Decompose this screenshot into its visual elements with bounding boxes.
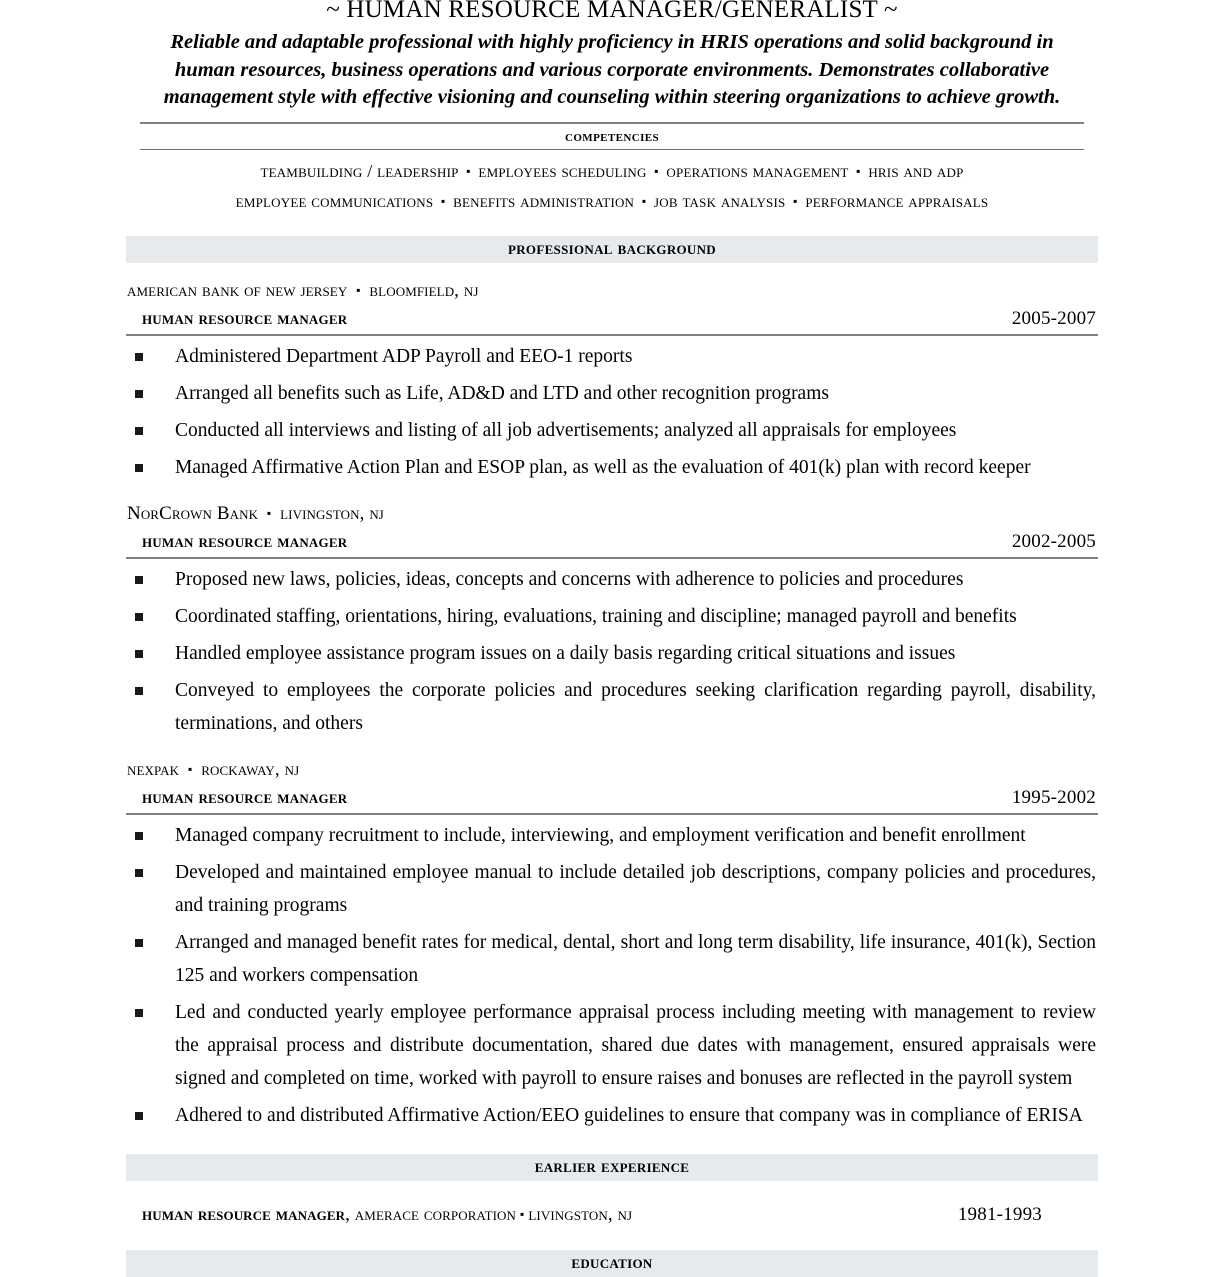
competencies-line-2 [126,186,1098,216]
employer-location: rockaway, nj [201,758,300,780]
list-item: Adhered to and distributed Affirmative Action/EEO guidelines to ensure that company was in compliance of ERISA [135,1095,1098,1132]
section-heading-professional-background: professional background [126,236,1098,263]
page-title: ~ HUMAN RESOURCE MANAGER/GENERALIST ~ [326,0,898,23]
list-item: Proposed new laws, policies, ideas, concepts and concerns with adherence to policies and procedures [135,559,1098,596]
competency-item: hris and adp [868,160,964,181]
list-item: Conducted all interviews and listing of all job advertisements; analyzed all appraisals for employees [135,410,1098,447]
resume-content-column [126,0,1098,1277]
section-heading-earlier-experience: earlier experience [126,1154,1098,1181]
job-bullets [126,336,1098,484]
competency-item: teambuilding / leadership [260,160,459,181]
bullet-separator-icon: ▪ [188,761,193,776]
job-title: human resource manager [142,786,348,808]
section-heading-education: education [126,1250,1098,1277]
list-item: Developed and maintained employee manual to include detailed job descriptions, company policies and procedures, and training programs [135,852,1098,922]
bullet-separator-icon: ▪ [654,163,659,178]
job-title-row [126,306,1098,336]
job-dates: 1995-2002 [1011,786,1096,808]
competency-item: benefits administration [453,190,635,211]
employer-location: bloomfield, nj [369,279,479,301]
earlier-job-dates: 1981-1993 [957,1203,1042,1225]
bullet-separator-icon: ▪ [266,505,272,520]
job-title: human resource manager [142,530,348,552]
employer-name: nexpak [127,758,180,780]
list-item: Handled employee assistance program issues on a daily basis regarding critical situations and issues [135,633,1098,670]
competencies-heading: competencies [564,127,660,145]
competency-item: performance appraisals [805,190,989,211]
list-item: Managed company recruitment to include, interviewing, and employment verification and benefit enrollment [135,815,1098,852]
job-bullets [126,815,1098,1132]
job-title: human resource manager [142,307,348,329]
list-item: Coordinated staffing, orientations, hiring, evaluations, training and discipline; managed payroll and benefits [135,596,1098,633]
list-item: Led and conducted yearly employee performance appraisal process including meeting with management to review the appraisal process and distribute documentation, shared due dates with management, ensured appraisals were signed and completed on time, worked with payroll to ensure raises and bonuses are reflected in the payroll system [135,992,1098,1095]
job-title-row [126,529,1098,559]
bullet-separator-icon: ▪ [793,193,798,208]
list-item: Administered Department ADP Payroll and EEO-1 reports [135,336,1098,373]
competency-item: job task analysis [654,190,786,211]
competency-item: employees scheduling [478,160,647,181]
bullet-separator-icon: ▪ [356,282,361,297]
earlier-job-title: human resource manager [142,1203,346,1225]
job-dates: 2002-2005 [1011,530,1096,552]
job-dates: 2005-2007 [1011,307,1096,329]
competencies-line-1 [126,156,1098,186]
job-title-row [126,785,1098,815]
earlier-location: livingston, nj [528,1203,633,1225]
employer-line [126,277,1098,304]
earlier-experience-description [142,1201,632,1228]
list-item: Arranged all benefits such as Life, AD&D and LTD and other recognition programs [135,373,1098,410]
earlier-experience-entry [126,1201,1098,1228]
employer-name: NorCrown Bank [127,502,259,524]
list-item: Arranged and managed benefit rates for medical, dental, short and long term disability, life insurance, 401(k), Section 125 and workers compensation [135,922,1098,992]
bullet-separator-icon: ▪ [466,163,471,178]
employer-line [126,756,1098,783]
employer-line [126,500,1098,527]
competency-item: operations management [666,160,849,181]
earlier-company: , amerace corporation [345,1203,517,1225]
bullet-separator-icon: ▪ [856,163,861,178]
professional-summary: Reliable and adaptable professional with highly proficiency in HRIS operations and solid background in human resources, business operations and various corporate environments. Demonstrates collaborative management style with effective visioning and counseling within steering organizations to achieve growth. [163,31,1061,108]
employer-name: american bank of new jersey [127,279,348,301]
job-bullets [126,559,1098,740]
bullet-separator-icon: ▪ [641,193,647,208]
employer-location: livingston, nj [280,502,384,524]
bullet-separator-icon: ▪ [440,193,446,208]
list-item: Managed Affirmative Action Plan and ESOP plan, as well as the evaluation of 401(k) plan with record keeper [135,447,1098,484]
list-item: Conveyed to employees the corporate policies and procedures seeking clarification regarding payroll, disability, terminations, and others [135,670,1098,740]
competency-item: employee communications [235,190,434,211]
bullet-separator-icon: ▪ [520,1206,525,1221]
